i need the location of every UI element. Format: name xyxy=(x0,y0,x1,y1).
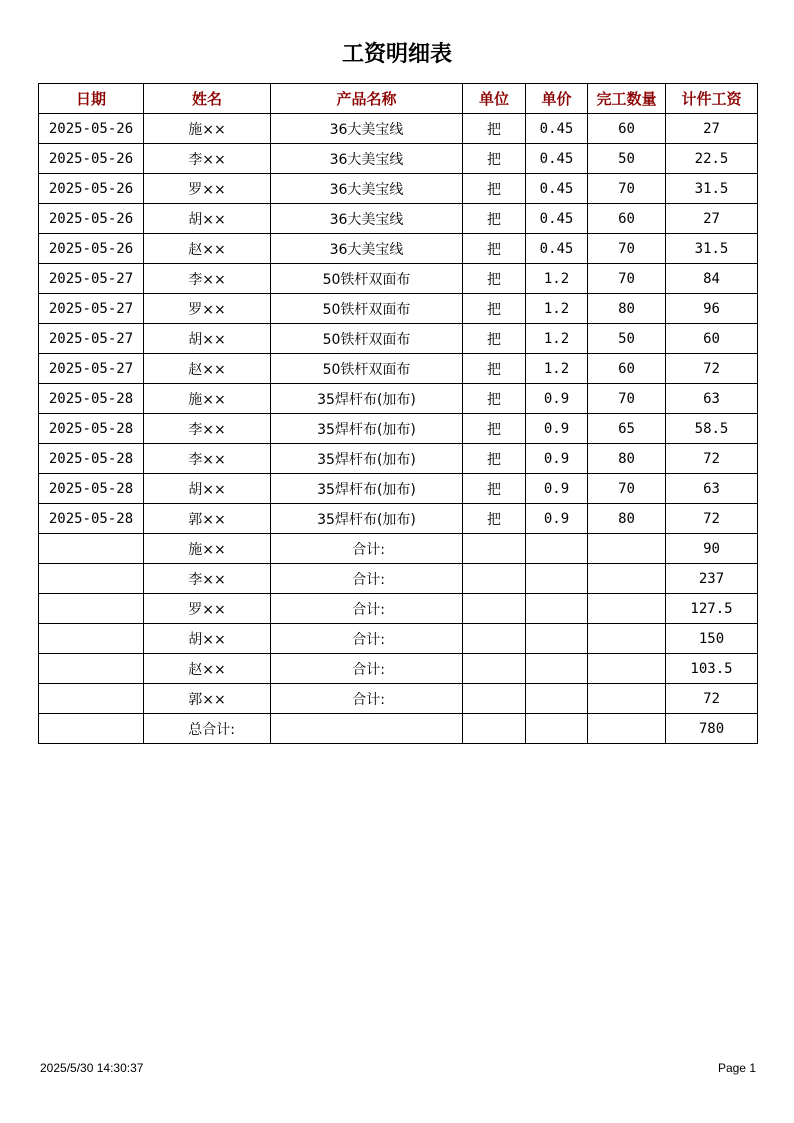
cell-name: 胡×× xyxy=(144,204,271,234)
empty-cell xyxy=(526,654,588,684)
table-row xyxy=(39,444,758,474)
cell-date: 2025-05-26 xyxy=(39,144,144,174)
cell-unit: 把 xyxy=(463,144,526,174)
table-row xyxy=(39,234,758,264)
empty-cell xyxy=(526,594,588,624)
cell-unit: 把 xyxy=(463,384,526,414)
cell-product: 50铁杆双面布 xyxy=(271,354,463,384)
cell-quantity: 80 xyxy=(588,504,666,534)
cell-unit: 把 xyxy=(463,294,526,324)
empty-cell xyxy=(39,684,144,714)
cell-quantity: 70 xyxy=(588,174,666,204)
cell-date: 2025-05-27 xyxy=(39,354,144,384)
empty-cell xyxy=(526,714,588,744)
table-row xyxy=(39,354,758,384)
cell-quantity: 80 xyxy=(588,294,666,324)
page-number: Page 1 xyxy=(717,1061,756,1075)
cell-name: 赵×× xyxy=(144,354,271,384)
empty-cell xyxy=(39,594,144,624)
cell-wage: 58.5 xyxy=(666,414,758,444)
subtotal-label: 合计: xyxy=(271,684,463,714)
cell-quantity: 70 xyxy=(588,264,666,294)
cell-price: 1.2 xyxy=(526,354,588,384)
empty-cell xyxy=(463,654,526,684)
cell-date: 2025-05-28 xyxy=(39,414,144,444)
cell-date: 2025-05-28 xyxy=(39,384,144,414)
subtotal-label: 合计: xyxy=(271,624,463,654)
cell-unit: 把 xyxy=(463,204,526,234)
subtotal-row xyxy=(39,684,758,714)
cell-price: 0.9 xyxy=(526,414,588,444)
cell-quantity: 60 xyxy=(588,114,666,144)
table-row xyxy=(39,204,758,234)
subtotal-row xyxy=(39,624,758,654)
cell-unit: 把 xyxy=(463,504,526,534)
cell-product: 35焊杆布(加布) xyxy=(271,504,463,534)
empty-cell xyxy=(588,564,666,594)
empty-cell xyxy=(39,564,144,594)
subtotal-amount: 72 xyxy=(666,684,758,714)
cell-quantity: 60 xyxy=(588,354,666,384)
cell-quantity: 60 xyxy=(588,204,666,234)
cell-product: 35焊杆布(加布) xyxy=(271,384,463,414)
table-row xyxy=(39,504,758,534)
table-row xyxy=(39,294,758,324)
cell-unit: 把 xyxy=(463,354,526,384)
cell-date: 2025-05-26 xyxy=(39,174,144,204)
subtotal-label: 合计: xyxy=(271,594,463,624)
cell-product: 35焊杆布(加布) xyxy=(271,444,463,474)
cell-date: 2025-05-28 xyxy=(39,504,144,534)
cell-wage: 72 xyxy=(666,504,758,534)
subtotal-row xyxy=(39,534,758,564)
cell-date: 2025-05-28 xyxy=(39,474,144,504)
cell-wage: 22.5 xyxy=(666,144,758,174)
cell-product: 36大美宝线 xyxy=(271,234,463,264)
empty-cell xyxy=(526,624,588,654)
cell-wage: 63 xyxy=(666,384,758,414)
cell-product: 36大美宝线 xyxy=(271,114,463,144)
cell-unit: 把 xyxy=(463,174,526,204)
cell-price: 0.45 xyxy=(526,234,588,264)
subtotal-name: 赵×× xyxy=(144,654,271,684)
cell-product: 50铁杆双面布 xyxy=(271,324,463,354)
cell-price: 0.9 xyxy=(526,444,588,474)
empty-cell xyxy=(463,594,526,624)
table-row xyxy=(39,414,758,444)
cell-product: 36大美宝线 xyxy=(271,204,463,234)
empty-cell xyxy=(463,624,526,654)
cell-wage: 72 xyxy=(666,444,758,474)
cell-date: 2025-05-27 xyxy=(39,264,144,294)
cell-name: 胡×× xyxy=(144,324,271,354)
empty-cell xyxy=(463,564,526,594)
cell-price: 0.45 xyxy=(526,144,588,174)
cell-quantity: 65 xyxy=(588,414,666,444)
cell-date: 2025-05-27 xyxy=(39,324,144,354)
cell-wage: 27 xyxy=(666,204,758,234)
empty-cell xyxy=(588,624,666,654)
cell-price: 0.9 xyxy=(526,474,588,504)
cell-unit: 把 xyxy=(463,414,526,444)
subtotal-label: 合计: xyxy=(271,534,463,564)
cell-wage: 72 xyxy=(666,354,758,384)
subtotal-name: 李×× xyxy=(144,564,271,594)
cell-wage: 60 xyxy=(666,324,758,354)
cell-date: 2025-05-28 xyxy=(39,444,144,474)
subtotal-row xyxy=(39,564,758,594)
cell-unit: 把 xyxy=(463,324,526,354)
empty-cell xyxy=(39,654,144,684)
table-header-row xyxy=(39,84,758,114)
cell-product: 36大美宝线 xyxy=(271,144,463,174)
cell-price: 0.9 xyxy=(526,384,588,414)
subtotal-name: 罗×× xyxy=(144,594,271,624)
empty-cell xyxy=(588,684,666,714)
cell-unit: 把 xyxy=(463,114,526,144)
cell-product: 35焊杆布(加布) xyxy=(271,414,463,444)
cell-price: 0.45 xyxy=(526,174,588,204)
page-title: 工资明细表 xyxy=(341,41,452,67)
cell-name: 胡×× xyxy=(144,474,271,504)
subtotal-name: 郭×× xyxy=(144,684,271,714)
cell-date: 2025-05-26 xyxy=(39,234,144,264)
subtotal-label: 合计: xyxy=(271,654,463,684)
cell-price: 0.45 xyxy=(526,114,588,144)
subtotal-row xyxy=(39,594,758,624)
empty-cell xyxy=(588,594,666,624)
empty-cell xyxy=(463,534,526,564)
empty-cell xyxy=(463,684,526,714)
table-row xyxy=(39,264,758,294)
header-date: 日期 xyxy=(39,84,144,114)
subtotal-amount: 237 xyxy=(666,564,758,594)
table-row xyxy=(39,384,758,414)
empty-cell xyxy=(588,654,666,684)
cell-wage: 63 xyxy=(666,474,758,504)
empty-cell xyxy=(526,534,588,564)
subtotal-amount: 90 xyxy=(666,534,758,564)
table-row xyxy=(39,324,758,354)
empty-cell xyxy=(39,624,144,654)
subtotal-name: 胡×× xyxy=(144,624,271,654)
cell-quantity: 80 xyxy=(588,444,666,474)
cell-product: 35焊杆布(加布) xyxy=(271,474,463,504)
cell-name: 郭×× xyxy=(144,504,271,534)
header-price: 单价 xyxy=(526,84,588,114)
subtotal-amount: 127.5 xyxy=(666,594,758,624)
subtotal-name: 施×× xyxy=(144,534,271,564)
cell-price: 0.45 xyxy=(526,204,588,234)
cell-quantity: 70 xyxy=(588,234,666,264)
empty-cell xyxy=(526,564,588,594)
header-wage: 计件工资 xyxy=(666,84,758,114)
cell-name: 李×× xyxy=(144,414,271,444)
table-row xyxy=(39,114,758,144)
cell-name: 施×× xyxy=(144,114,271,144)
cell-price: 1.2 xyxy=(526,294,588,324)
header-quantity: 完工数量 xyxy=(588,84,666,114)
cell-price: 1.2 xyxy=(526,324,588,354)
subtotal-amount: 103.5 xyxy=(666,654,758,684)
empty-cell xyxy=(463,714,526,744)
empty-cell xyxy=(271,714,463,744)
cell-wage: 27 xyxy=(666,114,758,144)
cell-name: 施×× xyxy=(144,384,271,414)
cell-wage: 96 xyxy=(666,294,758,324)
empty-cell xyxy=(588,714,666,744)
table-row xyxy=(39,144,758,174)
subtotal-amount: 150 xyxy=(666,624,758,654)
cell-name: 李×× xyxy=(144,444,271,474)
cell-price: 1.2 xyxy=(526,264,588,294)
table-row xyxy=(39,174,758,204)
header-name: 姓名 xyxy=(144,84,271,114)
cell-unit: 把 xyxy=(463,444,526,474)
cell-wage: 31.5 xyxy=(666,174,758,204)
subtotal-row xyxy=(39,654,758,684)
grand-total-label: 总合计: xyxy=(144,714,271,744)
cell-quantity: 70 xyxy=(588,474,666,504)
empty-cell xyxy=(39,534,144,564)
cell-date: 2025-05-27 xyxy=(39,294,144,324)
cell-quantity: 50 xyxy=(588,144,666,174)
cell-date: 2025-05-26 xyxy=(39,114,144,144)
cell-product: 50铁杆双面布 xyxy=(271,264,463,294)
print-timestamp: 2025/5/30 14:30:37 xyxy=(40,1061,144,1075)
cell-name: 李×× xyxy=(144,264,271,294)
cell-quantity: 70 xyxy=(588,384,666,414)
empty-cell xyxy=(39,714,144,744)
grand-total-amount: 780 xyxy=(666,714,758,744)
cell-wage: 31.5 xyxy=(666,234,758,264)
grand-total-row xyxy=(39,714,758,744)
cell-price: 0.9 xyxy=(526,504,588,534)
cell-quantity: 50 xyxy=(588,324,666,354)
cell-name: 罗×× xyxy=(144,174,271,204)
cell-date: 2025-05-26 xyxy=(39,204,144,234)
cell-unit: 把 xyxy=(463,234,526,264)
cell-wage: 84 xyxy=(666,264,758,294)
cell-name: 李×× xyxy=(144,144,271,174)
header-unit: 单位 xyxy=(463,84,526,114)
cell-product: 36大美宝线 xyxy=(271,174,463,204)
cell-unit: 把 xyxy=(463,264,526,294)
cell-product: 50铁杆双面布 xyxy=(271,294,463,324)
table-row xyxy=(39,474,758,504)
wage-table xyxy=(38,83,758,744)
empty-cell xyxy=(588,534,666,564)
cell-unit: 把 xyxy=(463,474,526,504)
cell-name: 罗×× xyxy=(144,294,271,324)
empty-cell xyxy=(526,684,588,714)
subtotal-label: 合计: xyxy=(271,564,463,594)
header-product: 产品名称 xyxy=(271,84,463,114)
cell-name: 赵×× xyxy=(144,234,271,264)
